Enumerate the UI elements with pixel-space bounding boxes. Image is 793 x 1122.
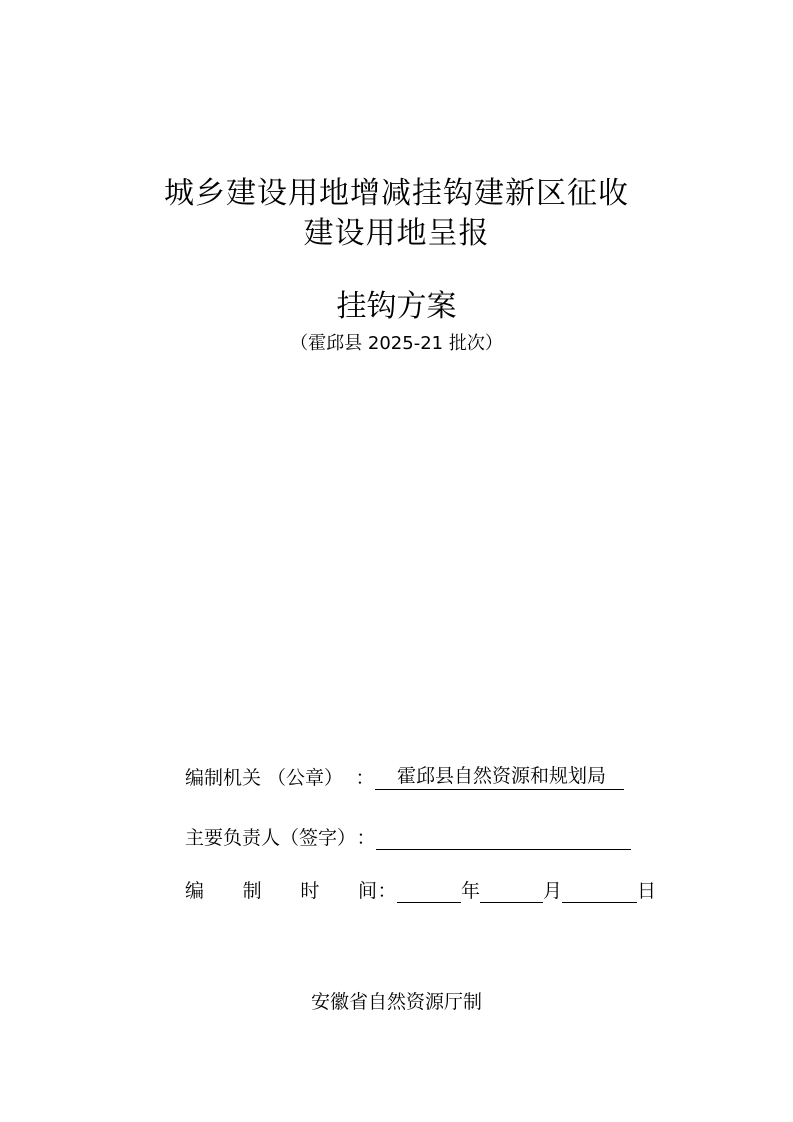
compile-date-label-char: 编 [185, 880, 205, 902]
responsible-person-colon: ： [356, 827, 376, 849]
compile-date-label-char: 间 [357, 880, 377, 902]
day-label: 日 [637, 880, 657, 902]
responsible-person-row [185, 823, 631, 850]
month-label: 月 [543, 880, 563, 902]
day-blank [562, 880, 637, 903]
compiling-agency-label: 编制机关 （公章） [185, 767, 344, 789]
compile-date-label [185, 876, 377, 903]
compiling-agency-value: 霍邱县自然资源和规划局 [375, 765, 624, 790]
year-blank [397, 880, 461, 903]
compiling-agency-row [185, 763, 624, 790]
compile-date-label-char: 制 [242, 880, 262, 902]
document-title-line-2: 建设用地呈报 [303, 216, 490, 251]
compile-date-colon: ： [377, 880, 397, 902]
responsible-person-label: 主要负责人（签字） [185, 827, 357, 849]
compile-date-row [185, 876, 656, 903]
document-title-line-1: 城乡建设用地增减挂钩建新区征收 [164, 176, 629, 211]
batch-note: （霍邱县 2025-21 批次） [290, 333, 503, 354]
issuer-footer: 安徽省自然资源厅制 [310, 991, 482, 1013]
compiling-agency-colon: ： [355, 767, 375, 789]
compile-date-label-char: 时 [300, 880, 320, 902]
signature-blank [376, 827, 631, 850]
year-label: 年 [461, 880, 481, 902]
document-subtitle: 挂钩方案 [336, 289, 457, 324]
month-blank [480, 880, 543, 903]
